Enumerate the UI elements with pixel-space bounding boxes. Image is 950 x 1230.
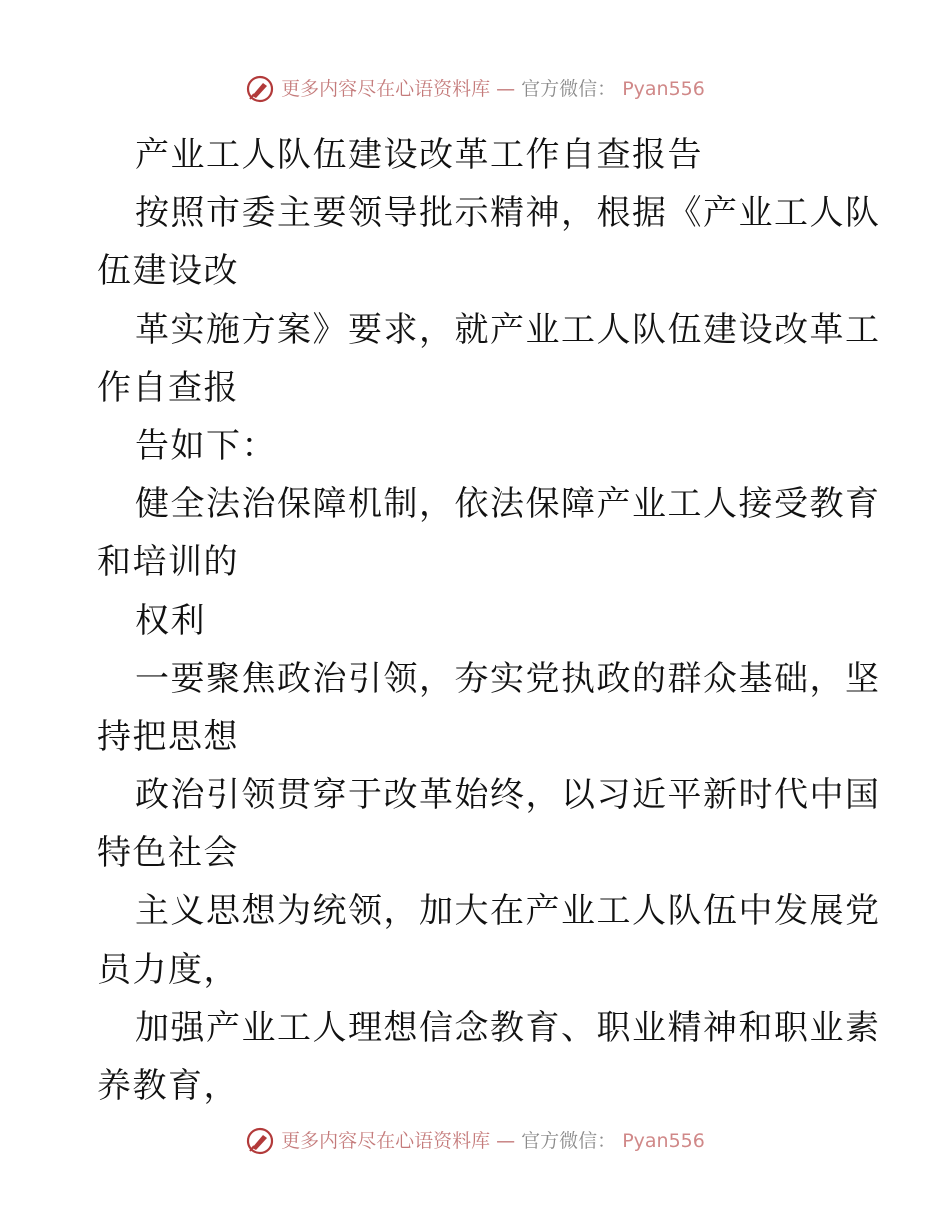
text-line: 养教育， bbox=[97, 1066, 239, 1106]
text-line: 政治引领贯穿于改革始终，以习近平新时代中国 bbox=[135, 775, 881, 816]
text-line: 加强产业工人理想信念教育、职业精神和职业素 bbox=[135, 1007, 881, 1048]
text-line: 持把思想 bbox=[97, 716, 239, 757]
watermark-dash: — bbox=[496, 1130, 516, 1152]
watermark-main-text: 更多内容尽在心语资料库 bbox=[281, 78, 491, 100]
text-line: 革实施方案》要求，就产业工人队伍建设改革工 bbox=[135, 309, 881, 350]
text-line: 和培训的 bbox=[97, 542, 239, 583]
text-line: 员力度， bbox=[97, 949, 239, 990]
watermark-wechat-id: Pyan556 bbox=[622, 78, 705, 100]
header-watermark bbox=[0, 74, 950, 104]
watermark-main-text: 更多内容尽在心语资料库 bbox=[281, 1130, 491, 1152]
watermark-dash: — bbox=[496, 78, 516, 100]
document-body bbox=[97, 126, 881, 1115]
pen-logo-icon bbox=[245, 1126, 275, 1156]
text-line: 权利 bbox=[135, 600, 206, 641]
text-line: 健全法治保障机制，依法保障产业工人接受教育 bbox=[135, 484, 881, 525]
watermark-wechat-id: Pyan556 bbox=[622, 1130, 705, 1152]
text-line: 按照市委主要领导批示精神，根据《产业工人队 bbox=[135, 193, 881, 234]
text-line: 作自查报 bbox=[97, 367, 239, 408]
pen-logo-icon bbox=[245, 74, 275, 104]
watermark-wechat-label: 官方微信： bbox=[521, 1130, 617, 1152]
footer-watermark bbox=[0, 1126, 950, 1156]
text-line: 主义思想为统领，加大在产业工人队伍中发展党 bbox=[135, 891, 881, 932]
watermark-wechat-label: 官方微信： bbox=[521, 78, 617, 100]
text-line: 特色社会 bbox=[97, 833, 239, 874]
text-line: 告如下： bbox=[135, 425, 277, 466]
text-line: 一要聚焦政治引领，夯实党执政的群众基础，坚 bbox=[135, 658, 881, 699]
text-line: 伍建设改 bbox=[97, 251, 239, 292]
document-title: 产业工人队伍建设改革工作自查报告 bbox=[135, 135, 703, 175]
